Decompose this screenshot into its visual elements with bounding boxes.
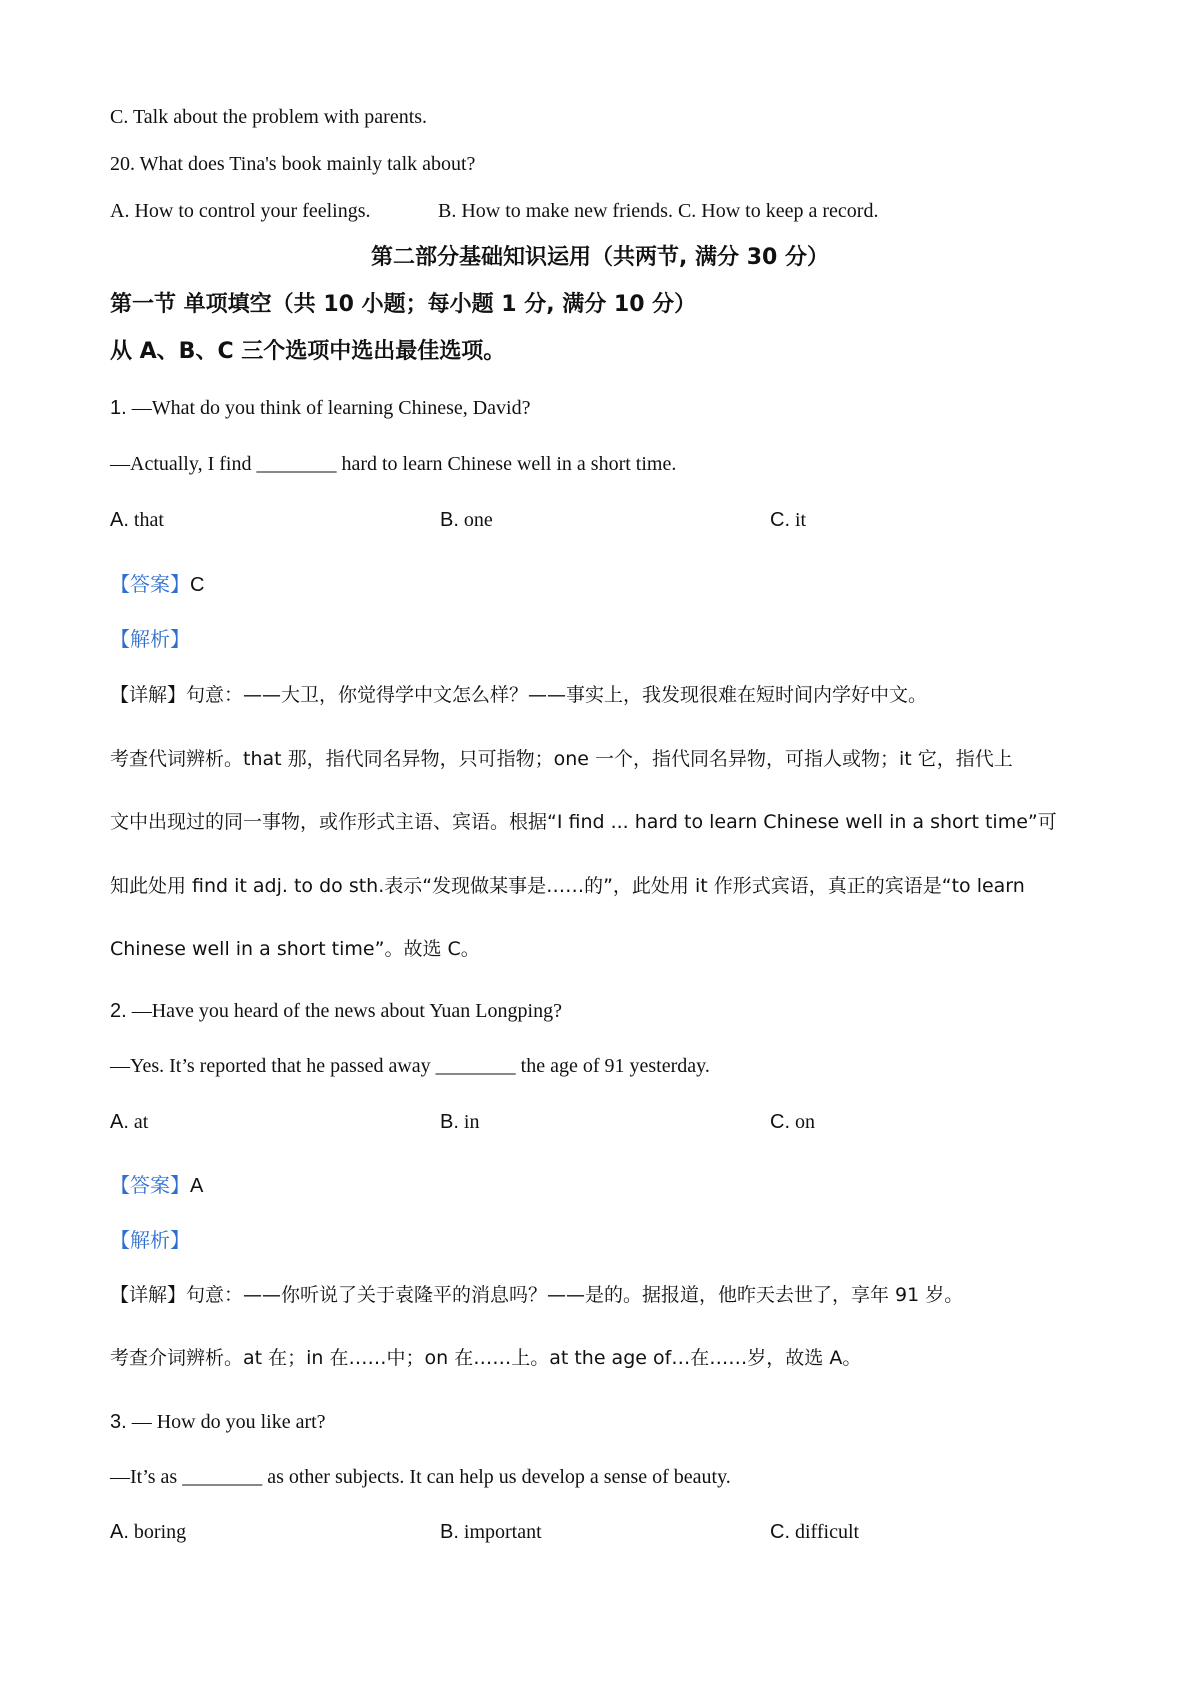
answer-value: C [190, 574, 205, 596]
question-1-detail-line-2: 考查代词辨析。that 那，指代同名异物，只可指物；one 一个，指代同名异物，可指人或物；it 它，指代上 [110, 748, 1013, 770]
question-1-answer [110, 570, 204, 599]
question-2-options [0, 1108, 1200, 1136]
answer-value: A [190, 1175, 204, 1197]
answer-label: 【答案】 [110, 1173, 190, 1197]
question-text: —What do you think of learning Chinese, David? [131, 397, 531, 419]
question-2-answer [110, 1171, 203, 1200]
part2-title: 第二部分基础知识运用（共两节, 满分 30 分） [371, 245, 829, 270]
option-a: A. boring [110, 1521, 187, 1543]
question-2-analysis-label: 【解析】 [110, 1228, 190, 1252]
option-c: C. it [770, 509, 807, 531]
question-1-detail-line-5: Chinese well in a short time”。故选 C。 [110, 938, 480, 960]
option-c: C. on [770, 1111, 815, 1133]
question-3-reply: —It’s as ________ as other subjects. It can help us develop a sense of beauty. [110, 1466, 731, 1488]
option-a: A. at [110, 1111, 149, 1133]
question-3-options [0, 1518, 1200, 1546]
question-1-detail-line-3: 文中出现过的同一事物，或作形式主语、宾语。根据“I find ... hard to learn Chinese well in a short time”可 [110, 811, 1057, 833]
question-2-detail-line-2: 考查介词辨析。at 在；in 在……中；on 在……上。at the age of…在……岁，故选 A。 [110, 1347, 862, 1369]
question-2-detail-line-1: 【详解】句意：——你听说了关于袁隆平的消息吗？——是的。据报道，他昨天去世了，享年 91 岁。 [110, 1284, 964, 1306]
option-b: B. one [440, 509, 493, 531]
question-2-stem [110, 997, 562, 1025]
prev-option-c: C. Talk about the problem with parents. [110, 106, 428, 128]
option-b: B. important [440, 1521, 542, 1543]
question-1-analysis-label: 【解析】 [110, 627, 190, 651]
question-number: 2. [110, 1000, 127, 1022]
question-1-reply: —Actually, I find ________ hard to learn Chinese well in a short time. [110, 453, 677, 475]
question-20-stem: 20. What does Tina's book mainly talk about? [110, 153, 476, 175]
question-20-options-bc: B. How to make new friends. C. How to keep a record. [438, 200, 879, 222]
option-a: A. that [110, 509, 164, 531]
question-1-options [0, 506, 1200, 534]
question-number: 3. [110, 1411, 127, 1433]
option-b: B. in [440, 1111, 480, 1133]
question-3-stem [110, 1408, 326, 1436]
question-number: 1. [110, 397, 127, 419]
answer-label: 【答案】 [110, 572, 190, 596]
question-20-option-a: A. How to control your feelings. [110, 200, 371, 222]
detail-label: 【详解】 [110, 1284, 187, 1306]
question-1-detail-line-4: 知此处用 find it adj. to do sth.表示“发现做某事是……的”，此处用 it 作形式宾语，真正的宾语是“to learn [110, 875, 1025, 897]
detail-label: 【详解】 [110, 684, 187, 706]
question-1-stem [110, 394, 531, 422]
section1-instruction: 从 A、B、C 三个选项中选出最佳选项。 [110, 339, 506, 364]
section1-title: 第一节 单项填空（共 10 小题；每小题 1 分, 满分 10 分） [110, 292, 697, 317]
question-1-detail-line-1: 【详解】句意：——大卫，你觉得学中文怎么样？——事实上，我发现很难在短时间内学好中文。 [110, 684, 928, 706]
question-text: —Have you heard of the news about Yuan Longping? [131, 1000, 562, 1022]
option-c: C. difficult [770, 1521, 860, 1543]
question-text: — How do you like art? [131, 1411, 326, 1433]
question-2-reply: —Yes. It’s reported that he passed away ________ the age of 91 yesterday. [110, 1055, 710, 1077]
